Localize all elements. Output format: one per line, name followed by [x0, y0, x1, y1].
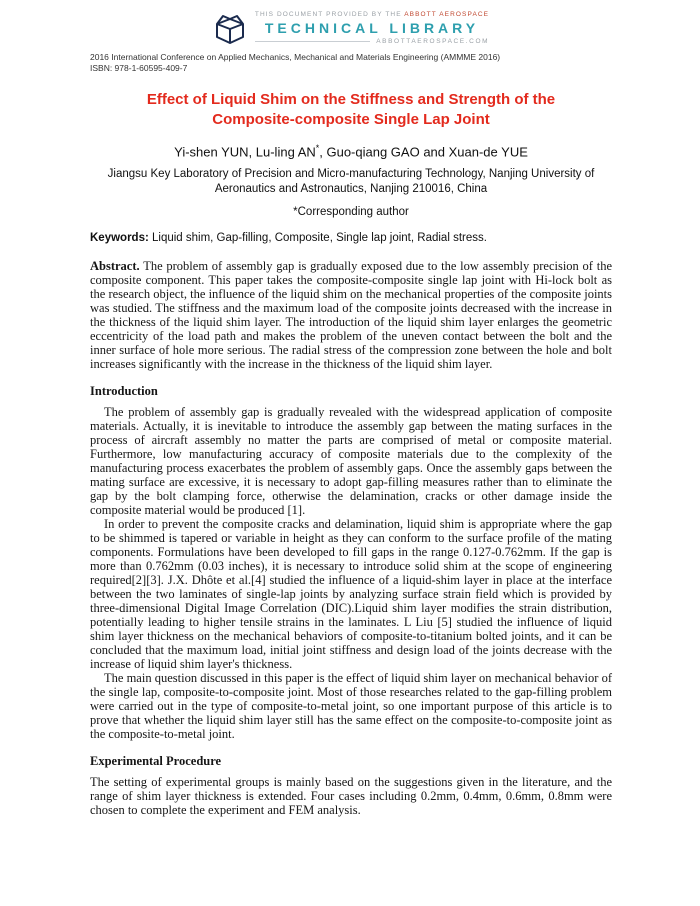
keywords-label: Keywords: — [90, 232, 149, 245]
experimental-paragraph-1: The setting of experimental groups is mainly based on the suggestions given in the literature, and the range of shim layer thickness is extended. Four cases including 0.2mm, 0.4mm, 0.6mm, 0.8mm were chosen to complete the experiment and FEM analysis. — [90, 775, 612, 818]
corresponding-author-note: *Corresponding author — [293, 206, 409, 219]
isbn: ISBN: 978-1-60595-409-7 — [90, 63, 188, 73]
logo-tagline-prefix: THIS DOCUMENT PROVIDED BY THE — [254, 11, 402, 18]
keywords-text: Liquid shim, Gap-filling, Composite, Single lap joint, Radial stress. — [152, 232, 487, 245]
keywords-line — [90, 232, 612, 244]
affiliation: Jiangsu Key Laboratory of Precision and Micro-manufacturing Technology, Nanjing University of Aeronautics and Astronautics, Nanjing 210016, China — [107, 168, 595, 196]
authors-text: Yi-shen YUN, Lu-ling AN — [174, 144, 316, 160]
logo-tagline — [255, 11, 489, 18]
abstract — [90, 259, 612, 371]
logo-url: ABBOTTAEROSPACE.COM — [376, 38, 490, 45]
divider — [255, 41, 370, 42]
abbott-technical-library-logo — [90, 10, 612, 46]
logo-title: TECHNICAL LIBRARY — [264, 20, 480, 36]
section-heading-experimental-procedure: Experimental Procedure — [90, 754, 222, 769]
section-heading-introduction: Introduction — [90, 384, 158, 399]
introduction-paragraph-2: In order to prevent the composite cracks and delamination, liquid shim is appropriate where the gap to be shimmed is tapered or variable in height as they can conform to the surface profile of the mating components. Formulations have been developed to fill gaps in the range 0.127-0.762mm. If the gap is more than 0.762mm (0.03 inches), it is necessary to introduce solid shim at the scope of engineering required[2][3]. J.X. Dhôte et al.[4] studied the influence of a liquid-shim layer in place at the interface between the two laminates of single-lap joints by analyzing surface strain field which is provided by three-dimensional Digital Image Correlation (DIC).Liquid shim layer modifies the strain distribution, potentially leading to higher tensile strains in the laminates. L Liu [5] studied the influence of liquid shim layer thickness on the mechanical behaviors of composite-to-titanium bolted joints, and it can be concluded that the maximum load, initial joint stiffness and design load of the joints decrease with the increase of liquid shim layer's thickness. — [90, 517, 612, 672]
introduction-paragraph-3: The main question discussed in this paper is the effect of liquid shim layer on mechanical behavior of the single lap, composite-to-composite joint. Most of those researches related to the gap-filling problem were carried out in the type of composite-to-metal joint, so one important purpose of this article is to prove that whether the liquid shim layer still has the same effect on the composite-to-composite joint as the composite-to-metal joint. — [90, 671, 612, 742]
logo-tagline-brand: ABBOTT AEROSPACE — [404, 11, 490, 18]
conference-title: 2016 International Conference on Applied Mechanics, Mechanical and Materials Engineering (AMMME 2016) — [90, 52, 501, 62]
conference-info — [90, 52, 612, 74]
introduction-paragraph-1: The problem of assembly gap is gradually revealed with the widespread application of composite materials. Actually, it is inevitable to introduce the assembly gap between the mating surfaces in the process of aircraft assembly no matter the parts are comprised of metal or composite material. Furthermore, low manufacturing accuracy of composite materials due to the complexity of the manufacturing process exacerbates the problem of assembly gaps. Once the assembly gaps between the mating surface are excessive, it is necessary to adopt gap-filling measures rather than to eliminate the gap by the bolt clamping force, otherwise the delamination, cracks or other damage inside the composite material would be produced [1]. — [90, 405, 612, 518]
corresponding-asterisk: * — [315, 143, 320, 153]
abstract-label: Abstract. — [90, 259, 140, 274]
box-icon — [213, 10, 247, 46]
abstract-text: The problem of assembly gap is gradually exposed due to the low assembly precision of the composite component. This paper takes the composite-composite single lap joint with Hi-lock bolt as the research object, the influence of the liquid shim on the mechanical properties of the composite joints was studied. The stiffness and the maximum load of the composite joints decreased with the increase in the thickness of the liquid shim layer. The introduction of the liquid shim layer enlarges the geometric eccentricity of the load path and makes the problem of the uneven contact between the bolt and the inner surface of hole more serious. The radial stress of the compression zone between the hole and bolt increases significantly with the increase in the thickness of the liquid shim layer. — [90, 259, 613, 372]
authors-text-rest: , Guo-qiang GAO and Xuan-de YUE — [319, 144, 528, 160]
authors-line — [90, 143, 612, 159]
paper-title: Effect of Liquid Shim on the Stiffness and Strength of the Composite-composite Single Lap Joint — [146, 91, 556, 128]
